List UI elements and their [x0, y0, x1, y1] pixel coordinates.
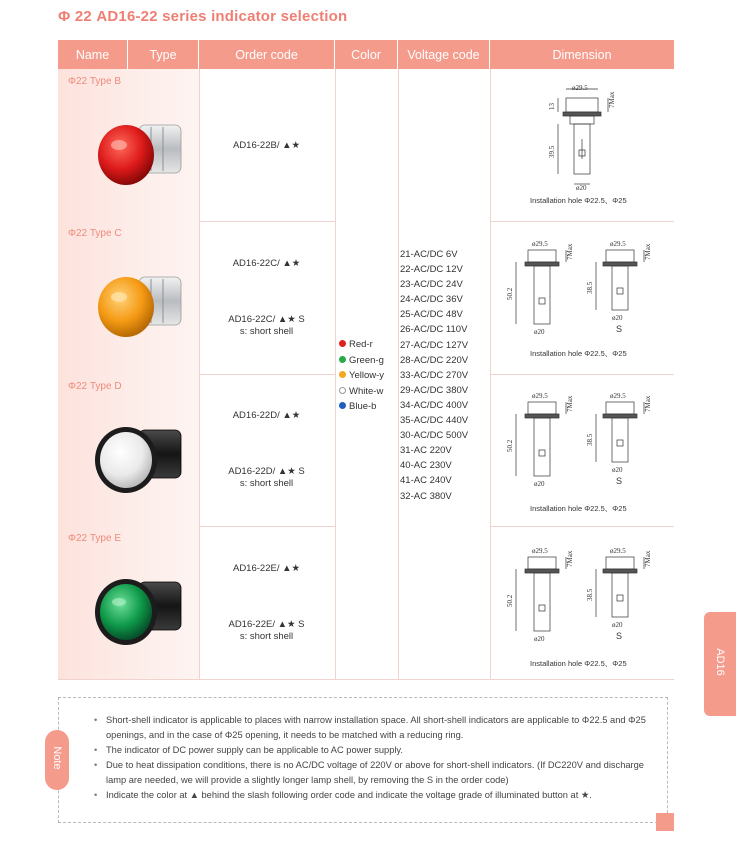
svg-text:7Max: 7Max — [644, 550, 652, 567]
svg-text:ø29.5: ø29.5 — [610, 392, 626, 400]
svg-text:50.2: 50.2 — [506, 439, 514, 452]
svg-text:ø29.5: ø29.5 — [532, 392, 548, 400]
dim-b-top-diam: ø29.5 — [572, 84, 588, 92]
row-e-name-cell — [58, 526, 199, 680]
svg-text:ø29.5: ø29.5 — [532, 547, 548, 555]
order-code-d-short — [199, 466, 334, 490]
svg-text:ø20: ø20 — [534, 635, 545, 643]
voltage-item: 28-AC/DC 220V — [400, 354, 469, 366]
voltage-item: 35-AC/DC 440V — [400, 415, 469, 427]
row-b-name-cell — [58, 69, 199, 221]
voltage-item: 27-AC/DC 127V — [400, 339, 469, 351]
note-item: • Indicate the color at ▲ behind the slash following order code and indicate the voltage grade of illuminated button at ★. — [90, 788, 660, 803]
lamp-red-image — [91, 107, 191, 207]
row-b-label: Φ22 Type B — [68, 76, 122, 87]
voltage-item: 21-AC/DC 6V — [400, 249, 458, 260]
voltage-item: 24-AC/DC 36V — [400, 294, 463, 306]
svg-text:38.5: 38.5 — [586, 588, 594, 601]
color-list — [339, 337, 384, 415]
svg-text:38.5: 38.5 — [586, 433, 594, 446]
page-title: Φ 22 AD16-22 series indicator selection — [58, 8, 348, 25]
lamp-yellow-image — [91, 259, 191, 359]
order-code-d-short-note: s: short shell — [239, 478, 294, 489]
note-item: • Due to heat dissipation conditions, there is no AC/DC voltage of 220V or above for short-shell indicators. (If DC220V and discharge lamp are needed, we will provide a slightly longer lamp shell, by removing the S in the order code) — [90, 758, 660, 788]
order-code-e-short-note: s: short shell — [239, 631, 294, 642]
svg-text:S: S — [616, 324, 623, 334]
header-color: Color — [335, 40, 398, 69]
order-code-e-short-code: AD16-22E/ ▲★ S — [228, 619, 305, 630]
voltage-item: 23-AC/DC 24V — [400, 279, 463, 291]
header-voltage-code: Voltage code — [398, 40, 490, 69]
color-item-green: Green-g — [339, 353, 384, 369]
order-code-e-short — [199, 619, 334, 643]
dim-b-h13: 13 — [548, 103, 556, 110]
svg-text:7Max: 7Max — [644, 243, 652, 260]
order-code-c-short-code: AD16-22C/ ▲★ S — [228, 314, 305, 325]
order-code-c-short — [199, 314, 334, 338]
dim-b-h395: 39.5 — [548, 145, 556, 158]
voltage-item: 30-AC/DC 500V — [400, 430, 469, 442]
blue-dot-icon — [339, 402, 346, 409]
install-hole-e: Installation hole Φ22.5、Φ25 — [530, 659, 627, 668]
voltage-item: 33-AC/DC 270V — [400, 369, 469, 381]
install-hole-d: Installation hole Φ22.5、Φ25 — [530, 504, 627, 513]
header-order-code: Order code — [199, 40, 335, 69]
svg-text:38.5: 38.5 — [586, 281, 594, 294]
row-e-label: Φ22 Type E — [68, 533, 122, 544]
header-name: Name — [58, 40, 128, 69]
svg-text:ø20: ø20 — [612, 466, 623, 474]
voltage-item: 34-AC/DC 400V — [400, 399, 469, 411]
side-tab — [704, 612, 736, 716]
lamp-green-image — [91, 564, 191, 664]
note-tab-label: Note — [51, 746, 63, 770]
dim-b-max: 7Max — [608, 91, 616, 108]
svg-text:S: S — [616, 631, 623, 641]
svg-text:50.2: 50.2 — [506, 594, 514, 607]
svg-text:ø20: ø20 — [612, 621, 623, 629]
order-code-d: AD16-22D/ ▲★ — [232, 410, 301, 421]
voltage-item: 29-AC/DC 380V — [400, 384, 469, 396]
header-type: Type — [128, 40, 199, 69]
white-dot-icon — [339, 387, 346, 394]
voltage-item: 31-AC 220V — [400, 445, 452, 457]
svg-text:ø20: ø20 — [612, 314, 623, 322]
voltage-item: 25-AC/DC 48V — [400, 309, 463, 321]
corner-marker — [656, 813, 674, 831]
note-list — [90, 713, 660, 803]
svg-text:7Max: 7Max — [566, 550, 574, 567]
row-c-label: Φ22 Type C — [68, 228, 122, 239]
row-d-label: Φ22 Type D — [68, 381, 122, 392]
svg-text:ø20: ø20 — [534, 328, 545, 336]
color-item-yellow: Yellow-y — [339, 368, 384, 384]
svg-text:ø29.5: ø29.5 — [610, 547, 626, 555]
note-item: • The indicator of DC power supply can be applicable to AC power supply. — [90, 743, 660, 758]
dim-b-bottom-diam: ø20 — [576, 184, 587, 192]
note-item: • Short-shell indicator is applicable to places with narrow installation space. All short-shell indicators are applicable to Φ22.5 and Φ25 openings, and in the case of Φ25 opening, it needs to be matched with a reducing ring. — [90, 713, 660, 743]
svg-text:7Max: 7Max — [644, 395, 652, 412]
svg-text:ø29.5: ø29.5 — [610, 240, 626, 248]
svg-text:7Max: 7Max — [566, 395, 574, 412]
header-dimension: Dimension — [490, 40, 674, 69]
svg-text:S: S — [616, 476, 623, 486]
dimension-drawing-e — [496, 545, 668, 645]
voltage-item: 32-AC 380V — [400, 490, 452, 502]
install-hole-c: Installation hole Φ22.5、Φ25 — [530, 349, 627, 358]
voltage-item: 26-AC/DC 110V — [400, 324, 468, 336]
order-code-c: AD16-22C/ ▲★ — [232, 258, 301, 269]
row-c-name-cell — [58, 221, 199, 374]
voltage-item: 22-AC/DC 12V — [400, 264, 463, 276]
order-code-e: AD16-22E/ ▲★ — [232, 563, 301, 574]
voltage-list — [400, 247, 468, 504]
voltage-item: 40-AC 230V — [400, 460, 452, 472]
voltage-item: 41-AC 240V — [400, 475, 452, 487]
dimension-drawing-c — [496, 238, 668, 338]
color-item-white: White-w — [339, 384, 384, 400]
red-dot-icon — [339, 340, 346, 347]
install-hole-b: Installation hole Φ22.5、Φ25 — [530, 196, 627, 205]
svg-text:ø29.5: ø29.5 — [532, 240, 548, 248]
side-tab-label: AD16 — [714, 648, 726, 676]
order-code-d-short-code: AD16-22D/ ▲★ S — [228, 466, 305, 477]
order-code-c-short-note: s: short shell — [239, 326, 294, 337]
svg-text:7Max: 7Max — [566, 243, 574, 260]
lamp-white-image — [91, 412, 191, 512]
color-item-red: Red-r — [339, 337, 384, 353]
row-d-name-cell — [58, 374, 199, 526]
dimension-drawing-b — [528, 84, 638, 192]
yellow-dot-icon — [339, 371, 346, 378]
svg-text:ø20: ø20 — [534, 480, 545, 488]
order-code-b: AD16-22B/ ▲★ — [232, 140, 301, 151]
note-tab — [45, 730, 69, 790]
green-dot-icon — [339, 356, 346, 363]
svg-text:50.2: 50.2 — [506, 287, 514, 300]
selection-table — [58, 40, 674, 680]
color-item-blue: Blue-b — [339, 399, 384, 415]
dimension-drawing-d — [496, 390, 668, 490]
